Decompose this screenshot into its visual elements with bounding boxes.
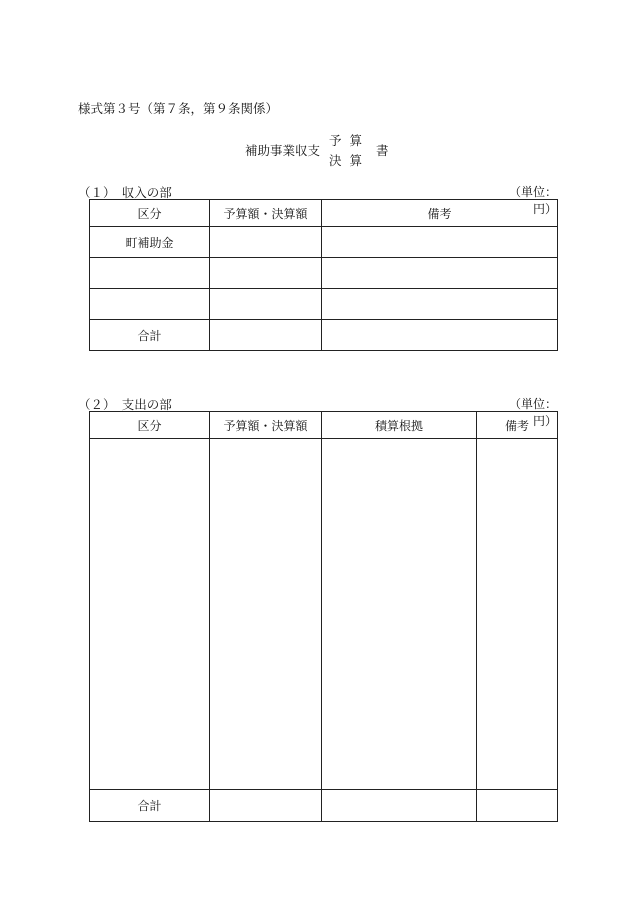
document-title bbox=[245, 129, 405, 169]
income-unit-label: （単位：円） bbox=[508, 185, 557, 216]
income-total-label: 合計 bbox=[90, 320, 210, 351]
table-row bbox=[90, 289, 558, 320]
expense-total-remarks[interactable] bbox=[477, 790, 558, 822]
expense-col-category: 区分 bbox=[90, 412, 210, 439]
expense-cell-amount[interactable] bbox=[210, 439, 322, 790]
expense-total-amount[interactable] bbox=[210, 790, 322, 822]
income-table bbox=[89, 199, 558, 351]
expense-cell-remarks[interactable] bbox=[477, 439, 558, 790]
title-option-settlement: 決算 bbox=[329, 153, 371, 168]
expense-entry-row bbox=[90, 439, 558, 790]
income-cell-amount[interactable] bbox=[210, 289, 322, 320]
income-cell-category[interactable]: 町補助金 bbox=[90, 227, 210, 258]
income-cell-remarks[interactable] bbox=[322, 227, 558, 258]
expense-table-header-row bbox=[90, 412, 558, 439]
expense-total-basis[interactable] bbox=[322, 790, 477, 822]
income-section-heading: （１） 収入の部 bbox=[78, 185, 172, 200]
income-cell-remarks[interactable] bbox=[322, 258, 558, 289]
expense-section-heading: （２） 支出の部 bbox=[78, 397, 172, 412]
income-col-category: 区分 bbox=[90, 200, 210, 227]
table-row bbox=[90, 227, 558, 258]
income-cell-amount[interactable] bbox=[210, 227, 322, 258]
expense-cell-category[interactable] bbox=[90, 439, 210, 790]
income-col-amount: 予算額・決算額 bbox=[210, 200, 322, 227]
income-total-amount[interactable] bbox=[210, 320, 322, 351]
income-cell-category[interactable] bbox=[90, 258, 210, 289]
income-cell-amount[interactable] bbox=[210, 258, 322, 289]
table-row bbox=[90, 258, 558, 289]
expense-total-row bbox=[90, 790, 558, 822]
income-col-remarks: 備考 bbox=[322, 200, 558, 227]
income-total-remarks[interactable] bbox=[322, 320, 558, 351]
expense-col-amount: 予算額・決算額 bbox=[210, 412, 322, 439]
expense-col-remarks: 備考 bbox=[477, 412, 558, 439]
expense-col-basis: 積算根拠 bbox=[322, 412, 477, 439]
income-cell-remarks[interactable] bbox=[322, 289, 558, 320]
income-cell-category[interactable] bbox=[90, 289, 210, 320]
expense-total-label: 合計 bbox=[90, 790, 210, 822]
expense-table bbox=[89, 411, 558, 822]
expense-cell-basis[interactable] bbox=[322, 439, 477, 790]
title-main: 補助事業収支 bbox=[245, 143, 321, 158]
income-total-row bbox=[90, 320, 558, 351]
title-suffix: 書 bbox=[376, 143, 389, 158]
title-option-budget: 予算 bbox=[329, 133, 371, 148]
form-number: 様式第３号（第７条，第９条関係） bbox=[78, 101, 279, 116]
income-table-header-row bbox=[90, 200, 558, 227]
expense-unit-label: （単位：円） bbox=[508, 397, 557, 428]
